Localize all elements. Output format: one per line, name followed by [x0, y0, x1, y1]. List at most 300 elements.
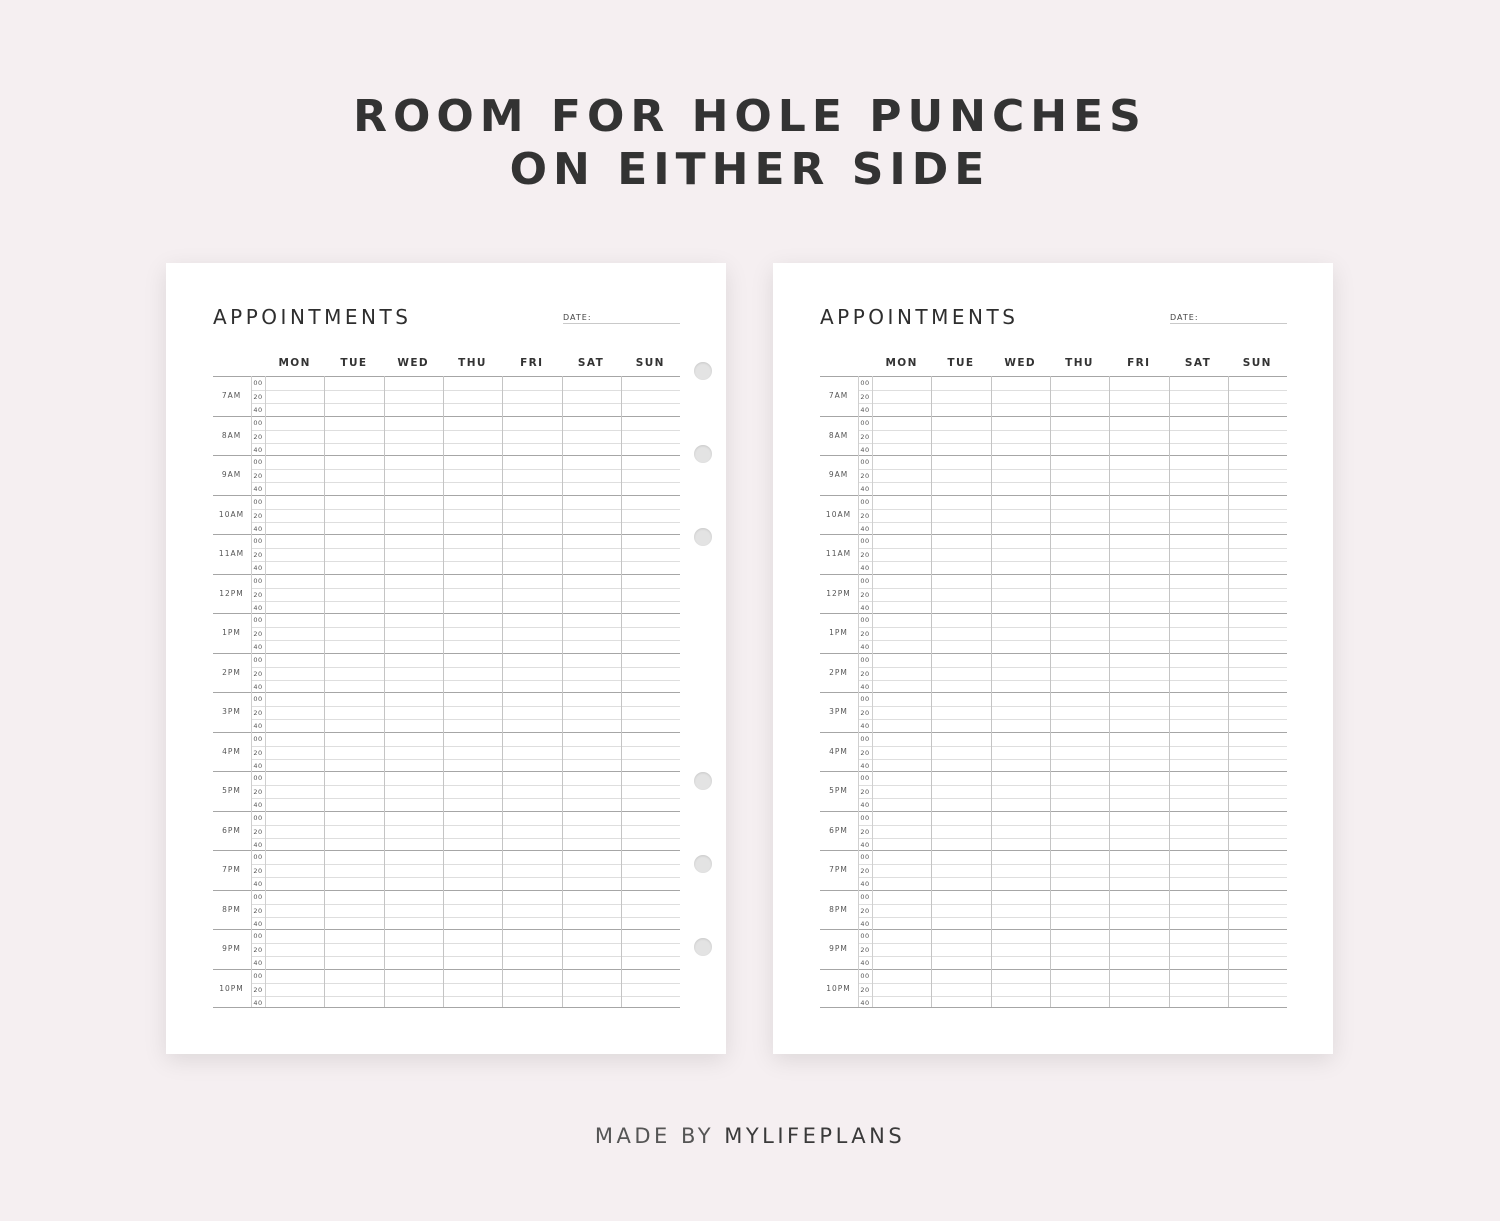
- hole-punch: [694, 362, 712, 380]
- hour-label: 10PM: [826, 983, 851, 993]
- time-slot-row[interactable]: [858, 627, 1287, 640]
- minute-label: 00: [860, 932, 870, 940]
- minute-label: 20: [253, 867, 263, 876]
- grid-column-divider: [265, 376, 266, 1008]
- minute-label: 40: [860, 840, 870, 849]
- minute-label: 00: [860, 418, 870, 427]
- hole-punch: [694, 938, 712, 956]
- time-slot-row[interactable]: [251, 654, 680, 667]
- hour-label: 8PM: [222, 904, 241, 914]
- grid-column-divider: [931, 376, 932, 1008]
- time-slot-row[interactable]: [251, 706, 680, 719]
- minute-label: 20: [253, 788, 263, 797]
- minute-label: 40: [860, 406, 870, 415]
- time-slot-row[interactable]: [858, 772, 1287, 785]
- time-slot-row[interactable]: [251, 930, 680, 943]
- time-slot-row[interactable]: [858, 561, 1287, 574]
- minute-label: 00: [860, 616, 870, 624]
- minute-label: 20: [253, 590, 263, 599]
- hour-row: [213, 534, 680, 574]
- minute-label: 20: [253, 393, 263, 402]
- hour-row: [820, 495, 1287, 535]
- day-header-wed: WED: [397, 357, 430, 369]
- day-header-tue: TUE: [947, 357, 975, 369]
- minute-label: 20: [253, 432, 263, 441]
- minute-label: 20: [860, 985, 870, 994]
- hour-row: [820, 771, 1287, 811]
- date-label: DATE:: [1170, 313, 1199, 322]
- minute-label: 40: [253, 682, 263, 691]
- footer-credit: [0, 1124, 1500, 1148]
- minute-label: 00: [253, 458, 263, 466]
- time-slot-row[interactable]: [858, 943, 1287, 956]
- hour-row: [213, 455, 680, 495]
- minute-label: 00: [860, 576, 870, 585]
- hole-punch: [694, 772, 712, 790]
- hour-label: 10AM: [825, 509, 852, 519]
- hole-punch: [694, 855, 712, 873]
- hour-label: 9PM: [222, 944, 241, 953]
- hour-row: [820, 455, 1287, 495]
- time-slot-row[interactable]: [251, 561, 680, 574]
- time-slot-row[interactable]: [251, 548, 680, 561]
- minute-label: 40: [253, 445, 263, 454]
- hour-label: 2PM: [222, 667, 241, 677]
- time-slot-row[interactable]: [858, 640, 1287, 653]
- minute-label: 00: [860, 853, 870, 861]
- hour-row: [213, 969, 680, 1009]
- minute-label: 00: [253, 379, 263, 387]
- grid-column-divider: [502, 376, 503, 1008]
- hour-row: [820, 929, 1287, 969]
- minute-label: 20: [253, 748, 263, 757]
- time-slot-row[interactable]: [251, 456, 680, 469]
- time-slot-row[interactable]: [251, 891, 680, 904]
- time-slot-row[interactable]: [251, 746, 680, 759]
- time-slot-row[interactable]: [251, 693, 680, 706]
- time-slot-row[interactable]: [251, 535, 680, 548]
- headline-line-2: ON EITHER SIDE: [509, 144, 991, 195]
- time-slot-row[interactable]: [251, 667, 680, 680]
- hour-label: 9AM: [828, 470, 849, 479]
- minute-label: 00: [860, 497, 870, 506]
- grid-column-divider: [1228, 376, 1229, 1008]
- time-slot-row[interactable]: [858, 851, 1287, 864]
- hour-label: 1PM: [222, 628, 241, 637]
- hour-row: [820, 811, 1287, 851]
- minute-label: 40: [860, 722, 870, 731]
- minute-label: 20: [253, 709, 263, 718]
- hour-label: 10PM: [219, 983, 244, 993]
- time-slot-row[interactable]: [251, 772, 680, 785]
- grid-column-divider: [858, 376, 859, 1008]
- time-slot-row[interactable]: [858, 825, 1287, 838]
- time-slot-row[interactable]: [858, 667, 1287, 680]
- time-slot-row[interactable]: [858, 588, 1287, 601]
- time-slot-row[interactable]: [251, 469, 680, 482]
- time-slot-row[interactable]: [251, 482, 680, 495]
- minute-label: 20: [253, 946, 263, 955]
- minute-label: 00: [253, 932, 263, 940]
- day-header-wed: WED: [1004, 357, 1037, 369]
- date-input-line[interactable]: [563, 323, 680, 324]
- minute-label: 20: [860, 867, 870, 876]
- time-slot-row[interactable]: [858, 601, 1287, 614]
- minute-label: 20: [860, 511, 870, 520]
- minute-label: 00: [253, 537, 263, 545]
- minute-label: 20: [860, 827, 870, 836]
- minute-label: 40: [860, 761, 870, 770]
- hour-row: [213, 376, 680, 416]
- hour-row: [213, 613, 680, 653]
- minute-label: 40: [860, 682, 870, 691]
- minute-label: 40: [253, 643, 263, 652]
- day-header-row: [872, 357, 1287, 373]
- time-slot-row[interactable]: [251, 496, 680, 509]
- minute-label: 20: [860, 590, 870, 599]
- minute-label: 00: [253, 734, 263, 743]
- minute-label: 20: [860, 630, 870, 639]
- minute-label: 40: [860, 485, 870, 494]
- day-header-row: [265, 357, 680, 373]
- grid-column-divider: [1109, 376, 1110, 1008]
- minute-label: 00: [860, 458, 870, 466]
- hour-label: 8AM: [221, 430, 242, 440]
- hour-label: 3PM: [222, 707, 241, 716]
- date-input-line[interactable]: [1170, 323, 1287, 324]
- time-slot-row[interactable]: [858, 746, 1287, 759]
- time-slot-row[interactable]: [251, 970, 680, 983]
- minute-label: 00: [860, 774, 870, 782]
- minute-label: 00: [860, 379, 870, 387]
- grid-column-divider: [562, 376, 563, 1008]
- day-header-fri: FRI: [520, 357, 544, 369]
- minute-label: 20: [860, 788, 870, 797]
- minute-label: 00: [253, 892, 263, 901]
- minute-label: 40: [860, 445, 870, 454]
- hour-label: 2PM: [829, 667, 848, 677]
- grid-column-divider: [251, 376, 252, 1008]
- time-slot-row[interactable]: [858, 680, 1287, 693]
- minute-label: 40: [860, 998, 870, 1007]
- minute-label: 20: [253, 630, 263, 639]
- time-slot-row[interactable]: [858, 509, 1287, 522]
- minute-label: 40: [860, 564, 870, 573]
- date-label: DATE:: [563, 313, 592, 322]
- minute-label: 00: [253, 576, 263, 585]
- hour-row: [213, 929, 680, 969]
- hour-label: 9AM: [221, 470, 242, 479]
- hour-row: [820, 890, 1287, 930]
- hour-label: 4PM: [829, 746, 848, 756]
- time-slot-row[interactable]: [251, 680, 680, 693]
- time-slot-row[interactable]: [858, 733, 1287, 746]
- minute-label: 00: [860, 537, 870, 545]
- hole-punch: [694, 445, 712, 463]
- grid-column-divider: [1050, 376, 1051, 1008]
- minute-label: 40: [253, 919, 263, 928]
- time-slot-row[interactable]: [251, 983, 680, 996]
- hour-label: 11AM: [218, 549, 245, 558]
- time-slot-row[interactable]: [858, 864, 1287, 877]
- hour-row: [213, 890, 680, 930]
- minute-label: 00: [860, 892, 870, 901]
- minute-label: 00: [253, 853, 263, 861]
- grid-column-divider: [991, 376, 992, 1008]
- time-slot-row[interactable]: [251, 601, 680, 614]
- time-slot-row[interactable]: [251, 417, 680, 430]
- hour-row: [213, 574, 680, 614]
- hour-row: [820, 653, 1287, 693]
- time-slot-row[interactable]: [251, 733, 680, 746]
- time-slot-row[interactable]: [251, 627, 680, 640]
- minute-label: 40: [253, 485, 263, 494]
- time-slot-row[interactable]: [858, 390, 1287, 403]
- time-slot-row[interactable]: [251, 943, 680, 956]
- hour-row: [820, 732, 1287, 772]
- hour-row: [213, 416, 680, 456]
- hour-label: 1PM: [829, 628, 848, 637]
- time-slot-row[interactable]: [251, 785, 680, 798]
- footer-prefix: MADE BY: [594, 1124, 725, 1148]
- time-slot-row[interactable]: [858, 877, 1287, 890]
- hour-row: [820, 376, 1287, 416]
- time-slot-row[interactable]: [251, 575, 680, 588]
- time-slot-row[interactable]: [251, 917, 680, 930]
- hour-row: [213, 732, 680, 772]
- time-slot-row[interactable]: [858, 654, 1287, 667]
- time-slot-row[interactable]: [858, 575, 1287, 588]
- time-slot-row[interactable]: [858, 917, 1287, 930]
- minute-label: 00: [253, 695, 263, 703]
- day-header-mon: MON: [885, 357, 918, 369]
- minute-label: 20: [253, 906, 263, 915]
- hour-label: 6PM: [222, 825, 241, 835]
- hour-label: 6PM: [829, 825, 848, 835]
- time-slot-row[interactable]: [858, 759, 1287, 772]
- grid-column-divider: [872, 376, 873, 1008]
- hour-label: 7AM: [828, 391, 849, 400]
- minute-label: 20: [860, 669, 870, 678]
- minute-label: 40: [253, 564, 263, 573]
- time-slot-row[interactable]: [858, 496, 1287, 509]
- hour-row: [820, 534, 1287, 574]
- time-slot-row[interactable]: [251, 390, 680, 403]
- minute-label: 00: [860, 971, 870, 980]
- time-slot-row[interactable]: [858, 970, 1287, 983]
- hour-label: 10AM: [218, 509, 245, 519]
- hour-row: [820, 574, 1287, 614]
- footer-brand: MYLIFEPLANS: [724, 1124, 906, 1148]
- minute-label: 20: [860, 906, 870, 915]
- grid-bottom-rule: [213, 1007, 680, 1008]
- minute-label: 00: [253, 655, 263, 664]
- time-slot-row[interactable]: [858, 522, 1287, 535]
- time-slot-row[interactable]: [251, 403, 680, 416]
- day-header-sun: SUN: [635, 357, 665, 369]
- minute-label: 00: [253, 497, 263, 506]
- minute-label: 20: [860, 472, 870, 481]
- minute-label: 00: [253, 813, 263, 822]
- minute-label: 20: [253, 827, 263, 836]
- minute-label: 20: [253, 669, 263, 678]
- time-slot-row[interactable]: [251, 798, 680, 811]
- time-slot-row[interactable]: [251, 588, 680, 601]
- time-slot-row[interactable]: [858, 719, 1287, 732]
- hour-label: 9PM: [829, 944, 848, 953]
- time-slot-row[interactable]: [251, 640, 680, 653]
- time-slot-row[interactable]: [858, 693, 1287, 706]
- time-slot-row[interactable]: [858, 956, 1287, 969]
- time-slot-row[interactable]: [251, 904, 680, 917]
- minute-label: 40: [860, 801, 870, 810]
- time-slot-row[interactable]: [251, 377, 680, 390]
- time-slot-row[interactable]: [858, 785, 1287, 798]
- time-slot-row[interactable]: [858, 614, 1287, 627]
- day-header-thu: THU: [458, 357, 487, 369]
- minute-label: 00: [253, 774, 263, 782]
- minute-label: 40: [253, 840, 263, 849]
- time-slot-row[interactable]: [251, 877, 680, 890]
- hole-punch: [694, 528, 712, 546]
- time-slot-row[interactable]: [251, 443, 680, 456]
- day-header-sat: SAT: [1184, 357, 1212, 369]
- time-slot-row[interactable]: [858, 812, 1287, 825]
- day-header-mon: MON: [278, 357, 311, 369]
- hour-row: [820, 613, 1287, 653]
- hour-label: 11AM: [825, 549, 852, 558]
- hour-label: 7AM: [221, 391, 242, 400]
- minute-label: 20: [860, 748, 870, 757]
- minute-label: 40: [860, 919, 870, 928]
- minute-label: 40: [253, 998, 263, 1007]
- time-slot-row[interactable]: [251, 812, 680, 825]
- time-slot-row[interactable]: [251, 719, 680, 732]
- time-slot-row[interactable]: [858, 443, 1287, 456]
- time-slot-row[interactable]: [251, 759, 680, 772]
- time-slot-row[interactable]: [251, 614, 680, 627]
- day-header-sat: SAT: [577, 357, 605, 369]
- minute-label: 40: [253, 722, 263, 731]
- grid-column-divider: [621, 376, 622, 1008]
- time-slot-row[interactable]: [858, 706, 1287, 719]
- time-slot-row[interactable]: [858, 430, 1287, 443]
- minute-label: 00: [860, 813, 870, 822]
- time-slot-row[interactable]: [251, 522, 680, 535]
- hour-label: 7PM: [829, 865, 848, 874]
- hour-label: 8AM: [828, 430, 849, 440]
- hour-row: [820, 850, 1287, 890]
- hour-row: [213, 771, 680, 811]
- schedule-grid: [213, 376, 680, 1008]
- time-slot-row[interactable]: [251, 509, 680, 522]
- hour-row: [820, 692, 1287, 732]
- grid-column-divider: [324, 376, 325, 1008]
- hour-row: [213, 811, 680, 851]
- day-header-fri: FRI: [1127, 357, 1151, 369]
- time-slot-row[interactable]: [251, 851, 680, 864]
- time-slot-row[interactable]: [251, 430, 680, 443]
- minute-label: 40: [860, 880, 870, 889]
- minute-label: 20: [860, 393, 870, 402]
- minute-label: 00: [860, 655, 870, 664]
- sheet-title: APPOINTMENTS: [213, 305, 412, 329]
- minute-label: 00: [860, 734, 870, 743]
- hour-row: [213, 850, 680, 890]
- minute-label: 40: [860, 524, 870, 533]
- minute-label: 20: [860, 551, 870, 560]
- time-slot-row[interactable]: [858, 535, 1287, 548]
- hour-row: [820, 969, 1287, 1009]
- minute-label: 40: [253, 801, 263, 810]
- minute-label: 00: [860, 695, 870, 703]
- minute-label: 40: [253, 880, 263, 889]
- time-slot-row[interactable]: [858, 798, 1287, 811]
- time-slot-row[interactable]: [858, 930, 1287, 943]
- hour-row: [213, 653, 680, 693]
- time-slot-row[interactable]: [251, 956, 680, 969]
- planner-sheet-right: [773, 263, 1333, 1054]
- time-slot-row[interactable]: [858, 377, 1287, 390]
- time-slot-row[interactable]: [858, 983, 1287, 996]
- time-slot-row[interactable]: [858, 891, 1287, 904]
- day-header-thu: THU: [1065, 357, 1094, 369]
- minute-label: 00: [253, 418, 263, 427]
- sheet-title: APPOINTMENTS: [820, 305, 1019, 329]
- grid-bottom-rule: [820, 1007, 1287, 1008]
- minute-label: 40: [860, 959, 870, 968]
- time-slot-row[interactable]: [858, 904, 1287, 917]
- time-slot-row[interactable]: [251, 864, 680, 877]
- minute-label: 20: [253, 985, 263, 994]
- time-slot-row[interactable]: [251, 838, 680, 851]
- minute-label: 20: [860, 709, 870, 718]
- minute-label: 20: [253, 551, 263, 560]
- hour-row: [213, 495, 680, 535]
- minute-label: 20: [253, 472, 263, 481]
- headline-line-1: ROOM FOR HOLE PUNCHES: [353, 91, 1147, 142]
- time-slot-row[interactable]: [858, 403, 1287, 416]
- time-slot-row[interactable]: [858, 548, 1287, 561]
- minute-label: 20: [860, 946, 870, 955]
- time-slot-row[interactable]: [858, 456, 1287, 469]
- hour-label: 12PM: [826, 588, 851, 598]
- minute-label: 40: [253, 406, 263, 415]
- minute-label: 20: [253, 511, 263, 520]
- minute-label: 20: [860, 432, 870, 441]
- hour-row: [213, 692, 680, 732]
- time-slot-row[interactable]: [858, 469, 1287, 482]
- time-slot-row[interactable]: [251, 825, 680, 838]
- hour-label: 7PM: [222, 865, 241, 874]
- hour-row: [820, 416, 1287, 456]
- hour-label: 4PM: [222, 746, 241, 756]
- headline: [0, 90, 1500, 196]
- minute-label: 00: [253, 616, 263, 624]
- hour-label: 12PM: [219, 588, 244, 598]
- minute-label: 40: [860, 643, 870, 652]
- grid-column-divider: [384, 376, 385, 1008]
- time-slot-row[interactable]: [858, 838, 1287, 851]
- minute-label: 40: [253, 959, 263, 968]
- minute-label: 40: [253, 524, 263, 533]
- grid-column-divider: [443, 376, 444, 1008]
- time-slot-row[interactable]: [858, 417, 1287, 430]
- hour-label: 5PM: [222, 786, 241, 795]
- minute-label: 40: [253, 603, 263, 612]
- time-slot-row[interactable]: [858, 482, 1287, 495]
- planner-sheet-left: [166, 263, 726, 1054]
